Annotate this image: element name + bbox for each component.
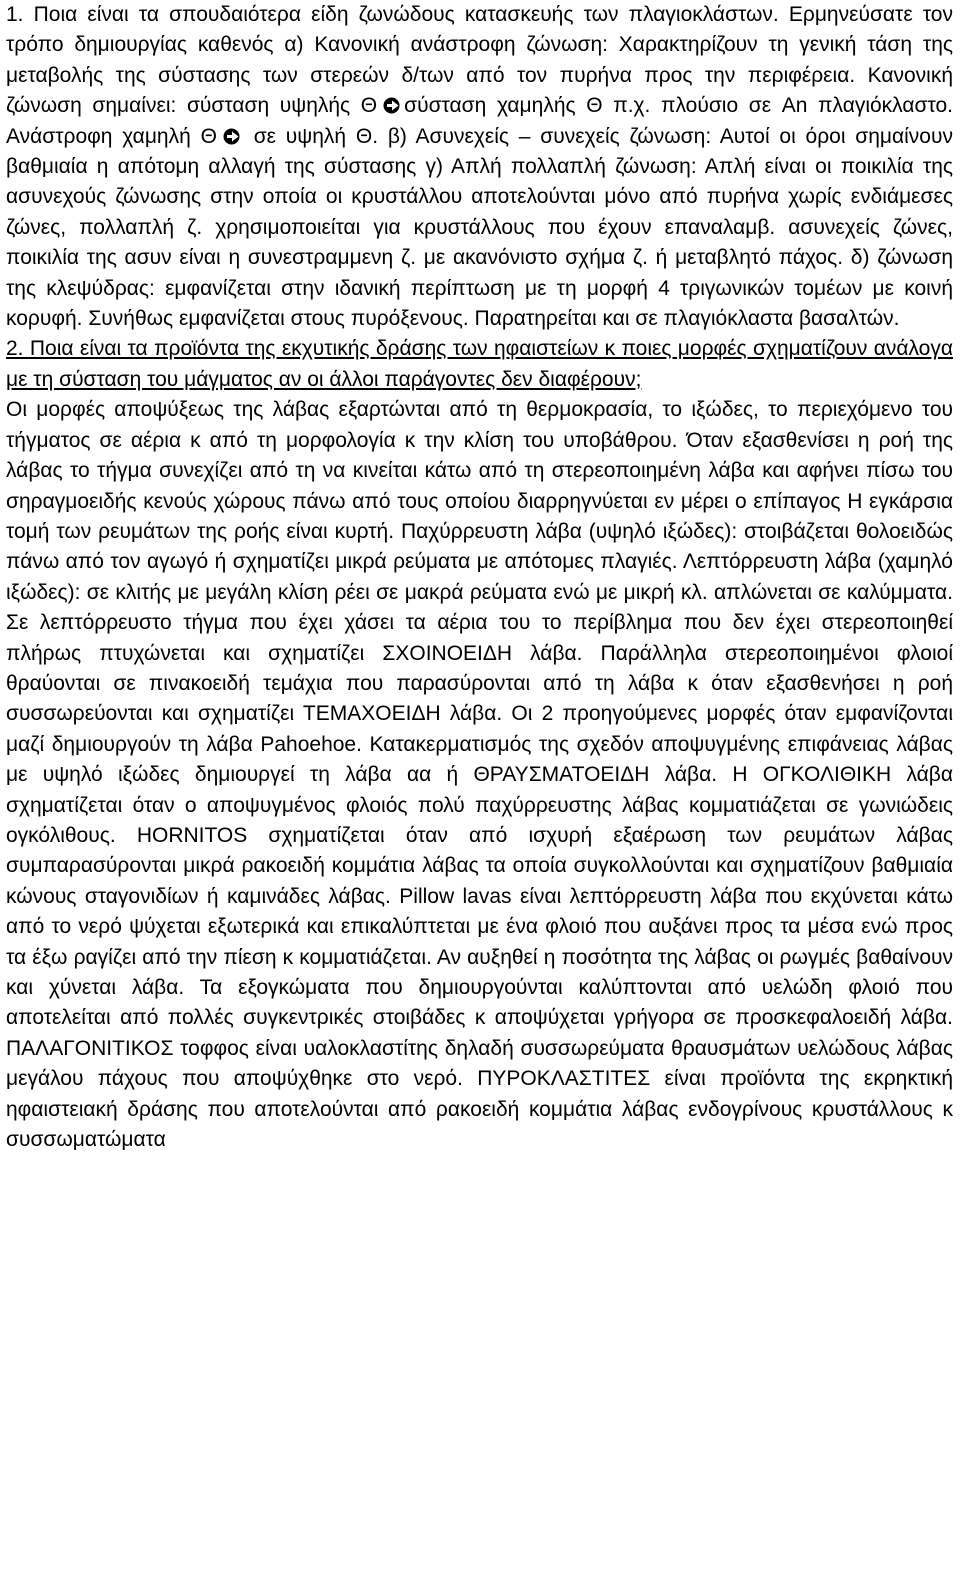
answer-1a-part-3: σε υψηλή Θ. (243, 124, 388, 148)
answer-1a-part-1: α) Κανονική ανάστροφη ζώνωση: Χαρακτηρίζουν τη γενική τάση της μεταβολής της σύστασης των στερεών δ/των από τον πυρήνα προς την περιφέρεια. Κανονική ζώνωση σημαίνει: σύσταση υψηλής Θ (6, 33, 953, 118)
answer-1-rest: β) Ασυνεχείς – συνεχείς ζώνωση: Αυτοί οι όροι σημαίνουν βαθμιαία η απότομη αλλαγή της σύστασης γ) Απλή πολλαπλή ζώνωση: Απλή είναι οι ποικιλία της ασυνεχούς ζώνωσης στην οποία οι κρυστάλλου αποτελούνται μόνο από πυρήνα χωρίς ενδιάμεσες ζώνες, πολλαπλή ζ. χρησιμοποιείται για κρυστάλλους που έχουν επαναλαμβ. ασυνεχείς ζώνες, ποικιλία της ασυν είναι η συνεστραμμενη ζ. με ακανόνιστο σχήμα ζ. ή μεταβλητό πάχος. δ) ζώνωση της κλεψύδρας: εμφανίζεται στην ιδανική περίπτωση με τη μορφή 4 τριγωνικών τομέων με κοινή κορυφή. Συνήθως εμφανίζεται στους πυρόξενους. Παρατηρείται και σε πλαγιόκλαστα βασαλτών. (6, 124, 953, 331)
answer-2-text: Οι μορφές αποψύξεως της λάβας εξαρτώνται από τη θερμοκρασία, το ιξώδες, το περιεχόμενο του τήγματος σε αέρια κ από τη μορφολογία κ την κλίση του υποβάθρου. Όταν εξασθενίσει η ροή της λάβας το τήγμα συνεχίζει από τη να κινείται κάτω από τη στερεοποιημένη λάβα και αφήνει πίσω του σηραγμοειδής κενούς χώρους πάνω από τους οποίου διαρρηγνύεται εν μέρει ο επίπαγος Η εγκάρσια τομή των ρευμάτων της ροής είναι κυρτή. Παχύρρευστη λάβα (υψηλό ιξώδες): στοιβάζεται θολοειδώς πάνω από τον αγωγό ή σχηματίζει μικρά ρεύματα με απότομες πλαγιές. Λεπτόρρευστη λάβα (χαμηλό ιξώδες): σε κλιτής με μεγάλη κλίση ρέει σε μακρά ρεύματα ενώ με μικρή κλ. απλώνεται σε καλύμματα. Σε λεπτόρρευστο τήγμα που έχει χάσει τα αέρια του το περίβλημα που δεν έχει στερεοποιηθεί πλήρως πτυχώνεται και σχηματίζει ΣΧΟΙΝΟΕΙΔΗ λάβα. Παράλληλα στερεοποιημένοι φλοιοί θραύονται σε πινακοειδή τεμάχια που παρασύρονται από τη λάβα κ όταν εξασθενήσει η ροή συσσωρεύονται και σχηματίζει ΤΕΜΑΧΟΕΙΔΗ λάβα. Οι 2 προηγούμενες μορφές όταν εμφανίζονται μαζί δημιουργούν τη λάβα Pahoehoe. Κατακερματισμός της σχεδόν αποψυγμένης επιφάνειας λάβας με υψηλό ιξώδες δημιουργεί τη λάβα αα ή ΘΡΑΥΣΜΑΤΟΕΙΔΗ λάβα. Η ΟΓΚΟΛΙΘΙΚΗ λάβα σχηματίζεται όταν ο αποψυγμένος φλοιός πολύ παχύρρευστης λάβας κομματιάζεται σε γωνιώδεις ογκόλιθους. HORNITOS σχηματίζεται όταν από ισχυρή εξαέρωση των ρευμάτων λάβας συμπαρασύρονται μικρά ρακοειδή κομμάτια λάβας τα οποία συγκολλούνται και σχηματίζουν βαθμιαία κώνους σταγονιδίων ή καμινάδες λάβας. Pillow lavas είναι λεπτόρρευστη λάβα που εκχύνεται κάτω από το νερό ψύχεται εξωτερικά και επικαλύπτεται με ένα φλοιό που αυξάνει προς τα μέσα ενώ προς τα έξω ραγίζει από την πίεση κ κομματιάζεται. Αν αυξηθεί η ποσότητα της λάβας οι ρωγμές βαθαίνουν και χύνεται λάβα. Τα εξογκώματα που δημιουργούνται καλύπτονται από υελώδη φλοιό που αποτελείται από πολλές συγκεντρικές στοιβάδες κ αποψύχεται γρήγορα σε προσκεφαλοειδή λάβα. ΠΑΛΑΓΟΝΙΤΙΚΟΣ τοφφος είναι υαλοκλαστίτης δηλαδή συσσωρεύματα θραυσμάτων υελώδους λάβας μεγάλου πάχους που αποψύχθηκε στο νερό. ΠΥΡΟΚΛΑΣΤΙΤΕΣ είναι προϊόντα της εκρηκτική ηφαιστειακή δράσης που αποτελούνται από ρακοειδή κομμάτια λάβας ενδογρίνους κρυστάλλους κ συσσωματώματα (6, 398, 953, 1152)
question-1-title: 1. Ποια είναι τα σπουδαιότερα είδη ζωνώδους κατασκευής των πλαγιοκλάστων. Ερμηνεύσατε τον τρόπο δημιουργίας καθενός (6, 3, 953, 57)
question-1 (6, 0, 953, 334)
question-2 (6, 334, 953, 395)
answer-1a-part-2: σύσταση χαμηλής Θ π.χ. πλούσιο σε An πλαγιόκλαστο. Ανάστροφη χαμηλή Θ (6, 94, 953, 148)
arrow-right-icon (223, 128, 242, 145)
answer-2 (6, 395, 953, 1155)
arrow-right-icon (383, 97, 402, 114)
question-2-title: 2. Ποια είναι τα προϊόντα της εκχυτικής δράσης των ηφαιστείων κ ποιες μορφές σχηματίζουν ανάλογα με τη σύσταση του μάγματος αν οι άλλοι παράγοντες δεν διαφέρουν; (6, 337, 953, 391)
